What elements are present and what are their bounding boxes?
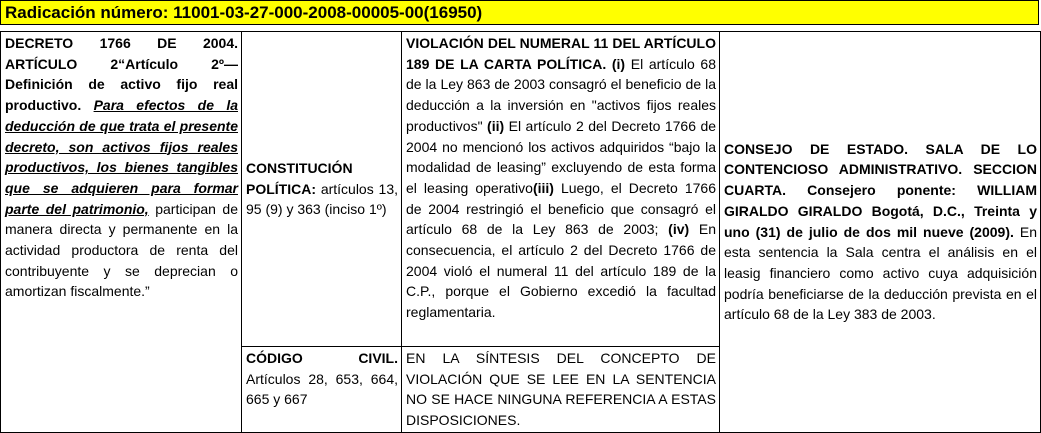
- point-number: (ii): [487, 117, 505, 134]
- radicacion-header: Radicación número: 11001-03-27-000-2008-00005-00(16950): [0, 0, 1039, 25]
- point-text: El artículo 68 de la Ley 863 de 2003 consagró el beneficio de la deducción a la inversión en "activos fijos reales productivos": [406, 55, 716, 134]
- constitucion-text: artículos 13, 95 (9) y 363 (inciso 1º): [246, 180, 398, 218]
- point-text: En consecuencia, el artículo 2 del Decreto 1766 de 2004 violó el numeral 11 del artículo 189 de la C.P., porque el Gobierno excedió la facultad reglamentaria.: [406, 221, 717, 321]
- point-number: (iii): [532, 179, 554, 196]
- sintesis-cell: [402, 347, 720, 433]
- analysis-table: [0, 31, 1041, 433]
- violacion-cell: [402, 32, 720, 347]
- codigo-civil-label: CÓDIGO CIVIL.: [246, 350, 398, 366]
- codigo-civil-text: Artículos 28, 653, 664, 665 y 667: [246, 370, 398, 408]
- point-number: (i): [611, 55, 626, 72]
- constitucion-cell: [242, 32, 402, 347]
- point-text: El artículo 2 del Decreto 1766 de 2004 no mencionó los activos adquiridos “bajo la modalidad de leasing” excluyendo de esta forma el leasing operativo: [406, 117, 717, 196]
- constitucion-label: CONSTITUCIÓN POLÍTICA:: [246, 159, 353, 197]
- decreto-emphasis: Para efectos de la deducción de que trata el presente decreto, son activos fijos reales productivos, los bienes tangibles que se adquieren para formar parte del patrimonio,: [5, 97, 238, 217]
- point-number: (iv): [668, 221, 690, 238]
- point-text: Luego, el Decreto 1766 de 2004 restringió el beneficio que consagró el artículo 68 de la Ley 863 de 2003;: [406, 179, 716, 238]
- consejo-cell: [720, 32, 1041, 433]
- consejo-text: En esta sentencia la Sala centra el análisis en el leasig financiero como activo cuya adquisición podría beneficiarse de la deducción prevista en el artículo 68 de la Ley 383 de 2003.: [724, 223, 1037, 323]
- decreto-cell: [1, 32, 242, 433]
- consejo-title: CONSEJO DE ESTADO. SALA DE LO CONTENCIOSO ADMINISTRATIVO. SECCION CUARTA. Consejero ponente: WILLIAM GIRALDO GIRALDO Bogotá, D.C., Treinta y uno (31) de julio de dos mil nueve (2009).: [724, 140, 1037, 240]
- violacion-title: VIOLACIÓN DEL NUMERAL 11 DEL ARTÍCULO 189 DE LA CARTA POLÍTICA.: [406, 35, 716, 72]
- codigo-civil-cell: [242, 347, 402, 433]
- decreto-title: DECRETO 1766 DE 2004. ARTÍCULO 2“Artículo 2º—Definición de activo fijo real productivo.: [5, 35, 238, 114]
- decreto-text: participan de manera directa y permanente en la actividad productora de renta del contribuyente y se deprecian o amortizan fiscalmente.”: [5, 200, 239, 300]
- table-row: [1, 32, 1041, 347]
- sintesis-text: EN LA SÍNTESIS DEL CONCEPTO DE VIOLACIÓN QUE SE LEE EN LA SENTENCIA NO SE HACE NINGUNA REFERENCIA A ESTAS DISPOSICIONES.: [406, 350, 716, 429]
